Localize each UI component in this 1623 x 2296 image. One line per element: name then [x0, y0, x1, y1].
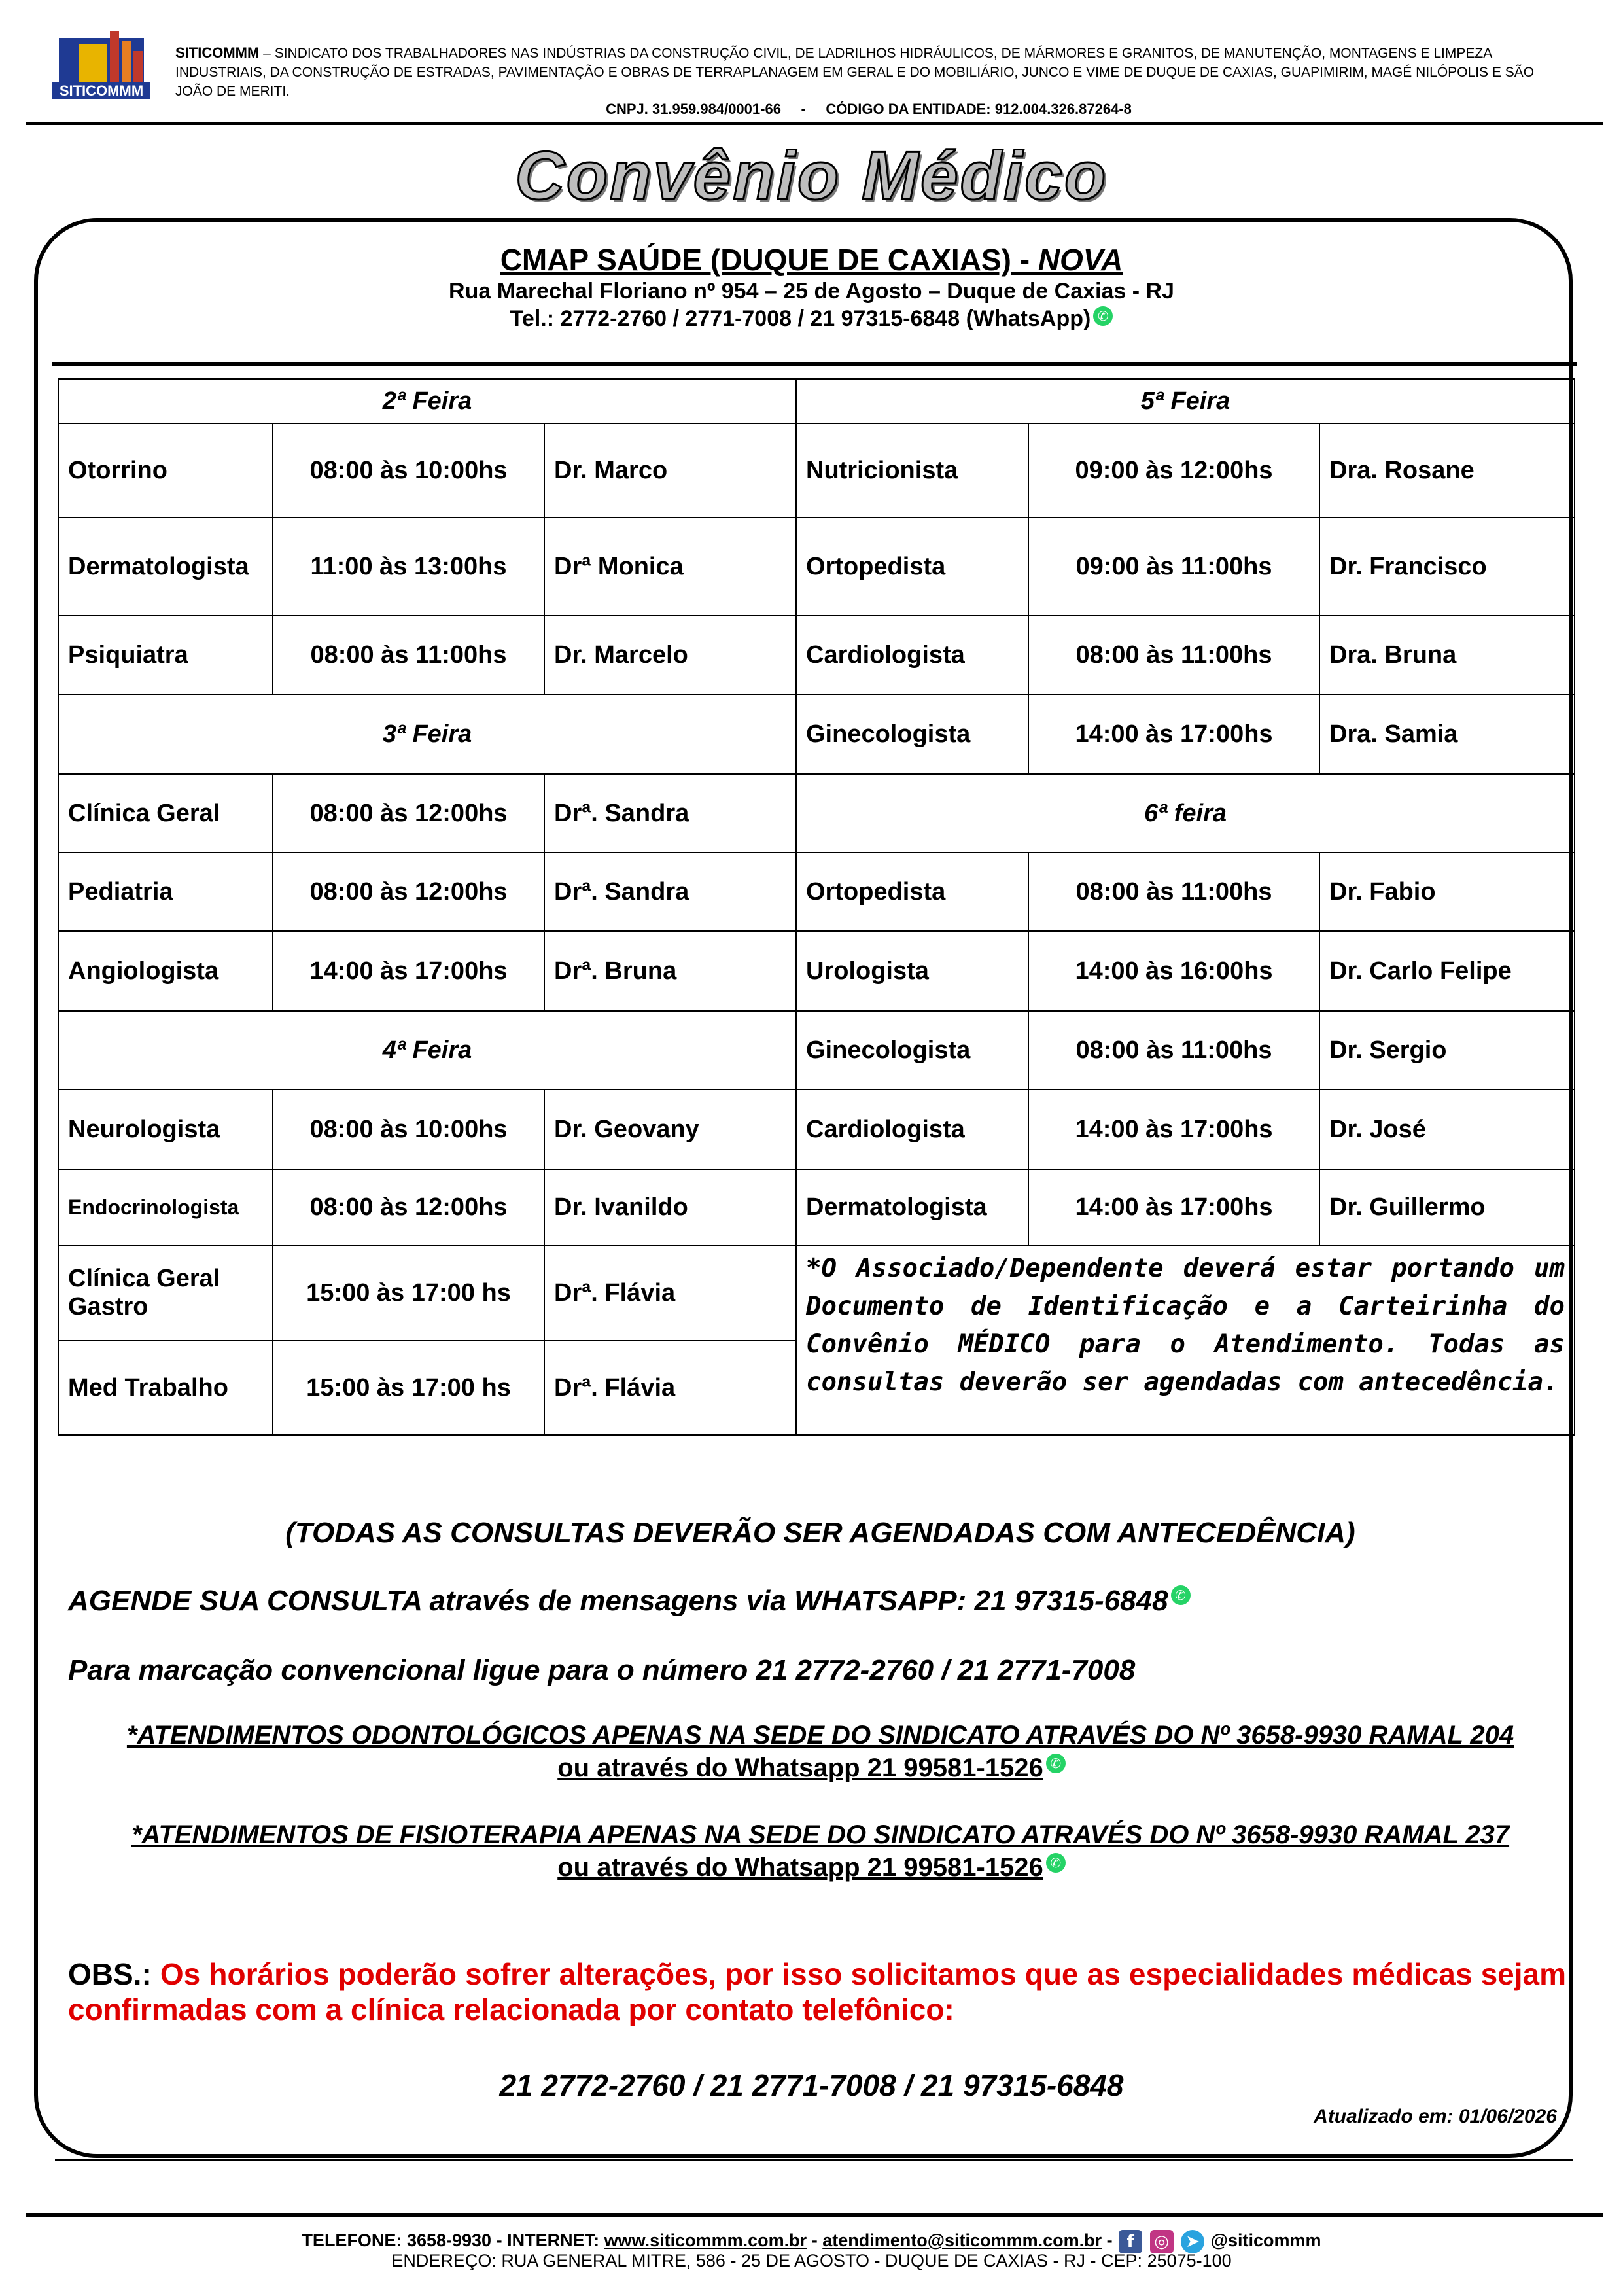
- email-link[interactable]: atendimento@siticommm.com.br: [822, 2231, 1102, 2251]
- day-header-monday: 2ª Feira: [58, 379, 796, 423]
- telegram-icon[interactable]: ➤: [1181, 2230, 1204, 2253]
- website-link[interactable]: www.siticommm.com.br: [604, 2231, 807, 2251]
- time-cell: 14:00 às 17:00hs: [1028, 694, 1319, 774]
- specialty-cell: Nutricionista: [796, 423, 1028, 518]
- header-divider: [26, 122, 1603, 125]
- org-name: SITICOMMM: [175, 44, 260, 61]
- associate-notice: *O Associado/Dependente deverá estar portando um Documento de Identificação e a Carteirinha do Convênio MÉDICO para o Atendimento. Todas as consultas deverão ser agendadas com antecedência.: [796, 1245, 1575, 1435]
- day-header-tuesday: 3ª Feira: [58, 694, 796, 774]
- facebook-icon[interactable]: f: [1119, 2230, 1142, 2253]
- time-cell: 14:00 às 16:00hs: [1028, 931, 1319, 1011]
- specialty-cell: Urologista: [796, 931, 1028, 1011]
- section-divider: [52, 362, 1577, 366]
- bottom-divider: [55, 2159, 1573, 2161]
- whatsapp-icon: ✆: [1093, 306, 1113, 326]
- physio-line-2-wrap: [0, 1853, 1623, 1882]
- footer-divider: [26, 2213, 1603, 2217]
- table-row: [58, 1245, 1575, 1341]
- specialty-cell: Ginecologista: [796, 1011, 1028, 1089]
- union-description: SITICOMMM – SINDICATO DOS TRABALHADORES NAS INDÚSTRIAS DA CONSTRUÇÃO CIVIL, DE LADRILHOS HIDRÁULICOS, DE MÁRMORES E GRANITOS, DE MANUTENÇÃO, MONTAGENS E LIMPEZA INDUSTRIAIS, DA CONSTRUÇÃO DE ESTRADAS, PAVIMENTAÇÃO E OBRAS DE TERRAPLANAGEM EM GERAL E DO MOBILIÁRIO, JUNCO E VIME DE DUQUE DE CAXIAS, GUAPIMIRIM, MAGÉ NILÓPOLIS E SÃO JOÃO DE MERITI.: [175, 44, 1535, 99]
- whatsapp-booking-line: [68, 1585, 1573, 1617]
- table-row: [58, 931, 1575, 1011]
- time-cell: 08:00 às 12:00hs: [273, 1169, 544, 1245]
- whatsapp-booking-text: AGENDE SUA CONSULTA através de mensagens via WHATSAPP: 21 97315-6848: [68, 1585, 1168, 1617]
- table-row: [58, 423, 1575, 518]
- time-cell: 08:00 às 12:00hs: [273, 853, 544, 931]
- whatsapp-icon: ✆: [1171, 1585, 1191, 1605]
- time-cell: 09:00 às 12:00hs: [1028, 423, 1319, 518]
- specialty-cell: Psiquiatra: [58, 616, 273, 694]
- dental-line-2: ou através do Whatsapp 21 99581-1526: [557, 1754, 1043, 1782]
- conventional-booking-line: Para marcação convencional ligue para o número 21 2772-2760 / 21 2771-7008: [68, 1654, 1136, 1686]
- time-cell: 09:00 às 11:00hs: [1028, 518, 1319, 616]
- doctor-cell: Dr. Fabio: [1319, 853, 1575, 931]
- doctor-cell: Drª. Bruna: [544, 931, 796, 1011]
- cnpj: CNPJ. 31.959.984/0001-66: [606, 101, 781, 117]
- specialty-cell: Dermatologista: [796, 1169, 1028, 1245]
- specialty-cell: Cardiologista: [796, 616, 1028, 694]
- cnpj-line: CNPJ. 31.959.984/0001-66 - CÓDIGO DA ENTIDADE: 912.004.326.87264-8: [606, 101, 1132, 117]
- table-row: [58, 1011, 1575, 1089]
- specialty-cell: Angiologista: [58, 931, 273, 1011]
- table-row: [58, 694, 1575, 774]
- table-row: [58, 853, 1575, 931]
- internet-label: - INTERNET:: [496, 2231, 600, 2251]
- doctor-cell: Dra. Bruna: [1319, 616, 1575, 694]
- table-row: [58, 518, 1575, 616]
- all-scheduled-notice: (TODAS AS CONSULTAS DEVERÃO SER AGENDADAS COM ANTECEDÊNCIA): [285, 1517, 1355, 1549]
- doctor-cell: Dr. Geovany: [544, 1089, 796, 1169]
- table-row: [58, 774, 1575, 853]
- specialty-cell: Neurologista: [58, 1089, 273, 1169]
- clinic-name-text: CMAP SAÚDE (DUQUE DE CAXIAS) -: [500, 243, 1030, 277]
- clinic-address: Rua Marechal Floriano nº 954 – 25 de Agosto – Duque de Caxias - RJ: [449, 279, 1174, 304]
- specialty-cell: Endocrinologista: [58, 1169, 273, 1245]
- doctor-cell: Dr. Marcelo: [544, 616, 796, 694]
- doctor-cell: Drª. Flávia: [544, 1341, 796, 1435]
- table-row: [58, 616, 1575, 694]
- doctor-cell: Drª. Flávia: [544, 1245, 796, 1341]
- specialty-cell: Med Trabalho: [58, 1341, 273, 1435]
- logo-text: SITICOMMM: [59, 82, 144, 99]
- entity-code: CÓDIGO DA ENTIDADE: 912.004.326.87264-8: [826, 101, 1132, 117]
- specialty-cell: Ginecologista: [796, 694, 1028, 774]
- table-row: [58, 1169, 1575, 1245]
- table-row: [58, 1089, 1575, 1169]
- specialty-cell: Clínica Geral Gastro: [58, 1245, 273, 1341]
- obs-text: Os horários poderão sofrer alterações, por isso solicitamos que as especialidades médicas sejam confirmadas com a clínica relacionada por contato telefônico:: [68, 1957, 1566, 2026]
- specialty-cell: Dermatologista: [58, 518, 273, 616]
- obs-label: OBS.:: [68, 1957, 152, 1991]
- obs-paragraph: [68, 1956, 1566, 2027]
- instagram-icon[interactable]: ◎: [1150, 2230, 1174, 2253]
- table-row: [58, 379, 1575, 423]
- clinic-phones: [0, 306, 1623, 332]
- doctor-cell: Drª. Sandra: [544, 774, 796, 853]
- doctor-cell: Dr. Ivanildo: [544, 1169, 796, 1245]
- time-cell: 08:00 às 10:00hs: [273, 1089, 544, 1169]
- siticommm-logo: [39, 25, 164, 116]
- time-cell: 08:00 às 12:00hs: [273, 774, 544, 853]
- clinic-phones-text: Tel.: 2772-2760 / 2771-7008 / 21 97315-6848 (WhatsApp): [510, 306, 1091, 331]
- doctor-cell: Dra. Rosane: [1319, 423, 1575, 518]
- time-cell: 11:00 às 13:00hs: [273, 518, 544, 616]
- doctor-cell: Drª. Sandra: [544, 853, 796, 931]
- whatsapp-icon: ✆: [1046, 1754, 1066, 1773]
- org-desc: SINDICATO DOS TRABALHADORES NAS INDÚSTRIAS DA CONSTRUÇÃO CIVIL, DE LADRILHOS HIDRÁULICOS, DE MÁRMORES E GRANITOS, DE MANUTENÇÃO, MONTAGENS E LIMPEZA INDUSTRIAIS, DA CONSTRUÇÃO DE ESTRADAS, PAVIMENTAÇÃO E OBRAS DE TERRAPLANAGEM EM GERAL E DO MOBILIÁRIO, JUNCO E VIME DE DUQUE DE CAXIAS, GUAPIMIRIM, MAGÉ NILÓPOLIS E SÃO JOÃO DE MERITI.: [175, 46, 1535, 99]
- footer-phone: 3658-9930: [406, 2231, 492, 2251]
- time-cell: 08:00 às 11:00hs: [273, 616, 544, 694]
- updated-date: Atualizado em: 01/06/2026: [1314, 2106, 1557, 2127]
- doctor-cell: Drª Monica: [544, 518, 796, 616]
- clinic-name: [0, 242, 1623, 277]
- time-cell: 14:00 às 17:00hs: [1028, 1089, 1319, 1169]
- dental-line-1: *ATENDIMENTOS ODONTOLÓGICOS APENAS NA SEDE DO SINDICATO ATRAVÉS DO Nº 3658-9930 RAMAL 204: [126, 1721, 1514, 1750]
- day-header-wednesday: 4ª Feira: [58, 1011, 796, 1089]
- doctor-cell: Dr. José: [1319, 1089, 1575, 1169]
- clinic-tag: NOVA: [1038, 243, 1123, 277]
- doctor-cell: Dra. Samia: [1319, 694, 1575, 774]
- time-cell: 14:00 às 17:00hs: [273, 931, 544, 1011]
- specialty-cell: Otorrino: [58, 423, 273, 518]
- doctor-cell: Dr. Sergio: [1319, 1011, 1575, 1089]
- doctor-cell: Dr. Guillermo: [1319, 1169, 1575, 1245]
- phone-label: TELEFONE:: [302, 2231, 402, 2251]
- time-cell: 15:00 às 17:00 hs: [273, 1245, 544, 1341]
- time-cell: 15:00 às 17:00 hs: [273, 1341, 544, 1435]
- dental-line-2-wrap: [0, 1754, 1623, 1783]
- specialty-cell: Pediatria: [58, 853, 273, 931]
- specialty-cell: Clínica Geral: [58, 774, 273, 853]
- page-title: [0, 137, 1623, 215]
- specialty-cell: Ortopedista: [796, 518, 1028, 616]
- time-cell: 08:00 às 11:00hs: [1028, 853, 1319, 931]
- social-handle: @siticommm: [1210, 2231, 1321, 2251]
- schedule-table: [58, 378, 1575, 1436]
- specialty-cell: Cardiologista: [796, 1089, 1028, 1169]
- doctor-cell: Dr. Carlo Felipe: [1319, 931, 1575, 1011]
- whatsapp-icon: ✆: [1046, 1853, 1066, 1873]
- contact-phones: 21 2772-2760 / 21 2771-7008 / 21 97315-6848: [499, 2068, 1124, 2102]
- footer-contacts: TELEFONE: 3658-9930 - INTERNET: www.siticommm.com.br - atendimento@siticommm.com.br - f ◎ ➤ @siticommm: [0, 2230, 1623, 2253]
- day-header-thursday: 5ª Feira: [796, 379, 1575, 423]
- day-header-friday: 6ª feira: [796, 774, 1575, 853]
- specialty-cell: Ortopedista: [796, 853, 1028, 931]
- footer-address: ENDEREÇO: RUA GENERAL MITRE, 586 - 25 DE AGOSTO - DUQUE DE CAXIAS - RJ - CEP: 25075-100: [391, 2251, 1232, 2270]
- physio-line-1: *ATENDIMENTOS DE FISIOTERAPIA APENAS NA SEDE DO SINDICATO ATRAVÉS DO Nº 3658-9930 RAMAL 237: [131, 1820, 1510, 1849]
- page-title-text: Convênio Médico: [515, 138, 1108, 214]
- physio-line-2: ou através do Whatsapp 21 99581-1526: [557, 1853, 1043, 1882]
- time-cell: 14:00 às 17:00hs: [1028, 1169, 1319, 1245]
- doctor-cell: Dr. Francisco: [1319, 518, 1575, 616]
- doctor-cell: Dr. Marco: [544, 423, 796, 518]
- time-cell: 08:00 às 11:00hs: [1028, 1011, 1319, 1089]
- time-cell: 08:00 às 11:00hs: [1028, 616, 1319, 694]
- time-cell: 08:00 às 10:00hs: [273, 423, 544, 518]
